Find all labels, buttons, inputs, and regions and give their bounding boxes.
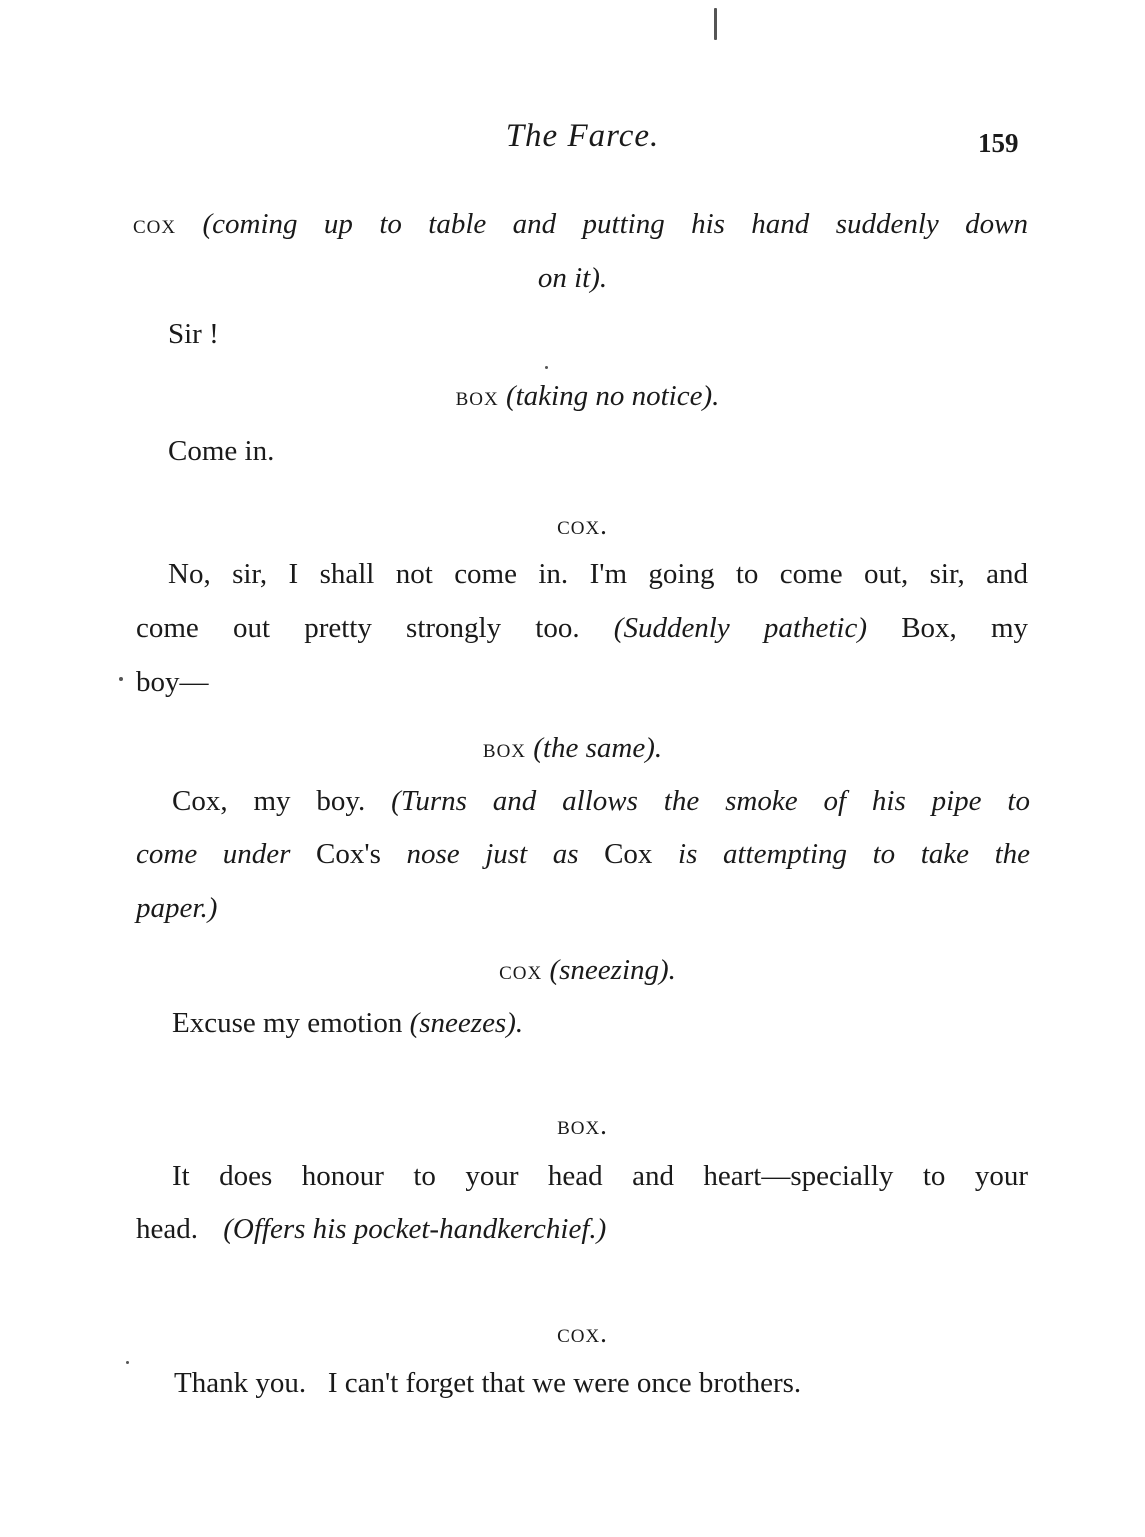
- stage-direction: (sneezes).: [409, 1007, 524, 1039]
- stage-direction: (Offers his pocket-handkerchief.): [223, 1213, 607, 1245]
- scan-mark: [714, 8, 717, 40]
- stage-direction: is attempting to take the: [678, 838, 1031, 870]
- dialogue-line: [136, 1213, 606, 1246]
- speaker-heading-box: box.: [557, 1110, 608, 1140]
- stage-direction: come under: [136, 838, 291, 870]
- character-name: Cox: [604, 838, 653, 870]
- dialogue-line: It does honour to your head and heart—specially to your: [172, 1160, 1028, 1192]
- stage-direction: (Turns and allows the smoke of his pipe to: [391, 785, 1030, 817]
- speaker-name: cox: [133, 209, 177, 239]
- stage-direction: (the same).: [533, 732, 663, 764]
- stage-direction: paper.): [136, 892, 218, 924]
- dialogue-line: Thank you. I can't forget that we were once brothers.: [174, 1367, 802, 1399]
- dialogue-line: Come in.: [168, 435, 275, 467]
- dialogue-text: Box, my: [901, 612, 1029, 644]
- scan-speck: [545, 366, 548, 369]
- stage-direction: (taking no notice).: [505, 380, 720, 412]
- running-header-title: The Farce.: [505, 118, 660, 154]
- stage-direction: nose just as: [406, 838, 579, 870]
- page-number: 159: [978, 128, 1019, 158]
- stage-direction: (coming up to table and putting his hand suddenly down: [202, 208, 1029, 240]
- dialogue-line: boy—: [136, 666, 209, 698]
- stage-direction: (Suddenly pathetic): [613, 612, 867, 644]
- dialogue-line: [172, 1007, 523, 1040]
- dialogue-text: Excuse my emotion: [172, 1007, 403, 1039]
- scan-speck: [119, 677, 123, 681]
- speaker-name: box: [455, 381, 499, 411]
- dialogue-text: come out pretty strongly too.: [136, 612, 580, 644]
- character-name: Cox's: [316, 838, 381, 870]
- dialogue-line: Sir !: [168, 318, 219, 350]
- stage-heading-box-1: [0, 380, 1145, 413]
- dialogue-line: [136, 838, 1030, 871]
- dialogue-text: head.: [136, 1213, 198, 1245]
- dialogue-line: No, sir, I shall not come in. I'm going to come out, sir, and: [168, 558, 1028, 590]
- speaker-name: box: [482, 733, 527, 763]
- speaker-heading-cox-3: cox.: [557, 1318, 608, 1348]
- stage-heading-cox-2: [0, 954, 1145, 987]
- dialogue-text: Cox, my boy.: [172, 785, 366, 817]
- stage-heading-box-2: [0, 732, 1145, 765]
- stage-heading-cox-1: [133, 208, 1028, 241]
- dialogue-line: [172, 785, 1030, 818]
- speaker-heading-cox: cox.: [557, 510, 608, 540]
- stage-direction-continued: on it).: [537, 262, 608, 294]
- speaker-name: cox: [499, 955, 543, 985]
- stage-direction: (sneezing).: [549, 954, 676, 986]
- scan-speck: [126, 1361, 129, 1364]
- dialogue-line: [136, 612, 1028, 645]
